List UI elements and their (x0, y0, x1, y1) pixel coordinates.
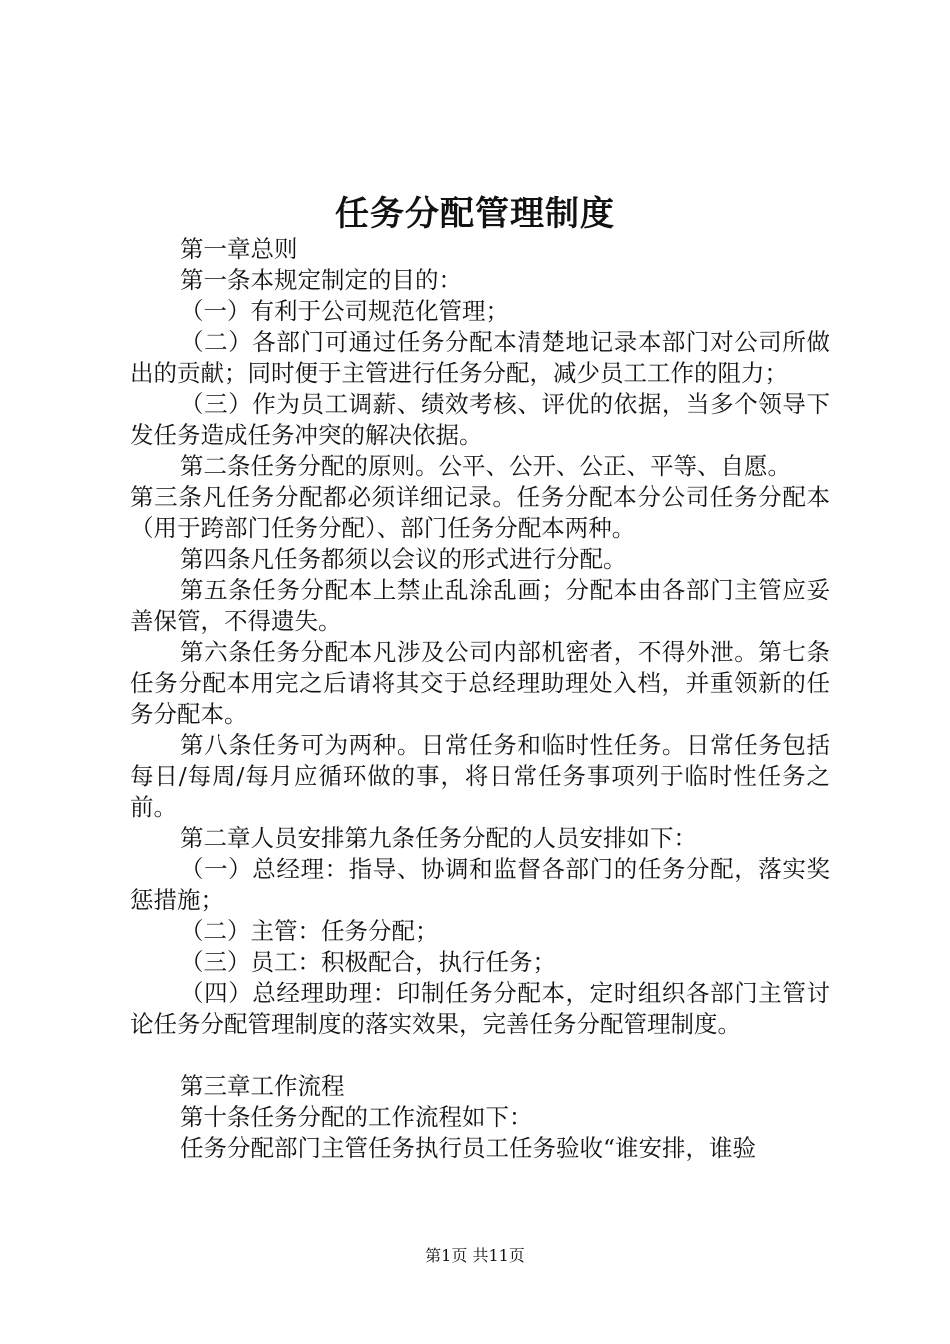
paragraph: 第二章人员安排第九条任务分配的人员安排如下： (180, 824, 697, 852)
paragraph: 第一条本规定制定的目的： (180, 266, 462, 294)
paragraph: 任务分配部门主管任务执行员工任务验收“谁安排，谁验 (180, 1134, 757, 1162)
paragraph: 第四条凡任务都须以会议的形式进行分配。 (180, 545, 627, 573)
paragraph: 第二条任务分配的原则。公平、公开、公正、平等、自愿。 (180, 452, 791, 480)
paragraph: 第六条任务分配本凡涉及公司内部机密者，不得外泄。第七条任务分配本用完之后请将其交于总经理助理处入档，并重领新的任务分配本。 (130, 638, 830, 728)
paragraph: （三）员工：积极配合，执行任务； (180, 948, 556, 976)
blank-line (130, 1040, 830, 1071)
document-title: 任务分配管理制度 (335, 194, 615, 234)
paragraph: （三）作为员工调薪、绩效考核、评优的依据，当多个领导下发任务造成任务冲突的解决依据。 (130, 390, 830, 449)
paragraph: 第三章工作流程 (180, 1072, 345, 1100)
document-body (130, 234, 830, 1164)
paragraph: 第一章总则 (180, 235, 298, 263)
page-footer: 第1页 共11页 (425, 1246, 525, 1265)
paragraph: 第八条任务可为两种。日常任务和临时性任务。日常任务包括每日/每周/每月应循环做的事，将日常任务事项列于临时性任务之前。 (130, 731, 830, 821)
paragraph: 第五条任务分配本上禁止乱涂乱画；分配本由各部门主管应妥善保管，不得遗失。 (130, 576, 830, 635)
paragraph: （四）总经理助理：印制任务分配本，定时组织各部门主管讨论任务分配管理制度的落实效果，完善任务分配管理制度。 (130, 979, 830, 1038)
paragraph: （二）主管：任务分配； (180, 917, 439, 945)
paragraph: （一）有利于公司规范化管理； (180, 297, 509, 325)
paragraph: （二）各部门可通过任务分配本清楚地记录本部门对公司所做出的贡献；同时便于主管进行任务分配，减少员工工作的阻力； (130, 328, 830, 387)
paragraph: 第三条凡任务分配都必须详细记录。任务分配本分公司任务分配本（用于跨部门任务分配）、部门任务分配本两种。 (130, 483, 830, 542)
paragraph: 第十条任务分配的工作流程如下： (180, 1103, 533, 1131)
paragraph: （一）总经理：指导、协调和监督各部门的任务分配，落实奖惩措施； (130, 855, 830, 914)
